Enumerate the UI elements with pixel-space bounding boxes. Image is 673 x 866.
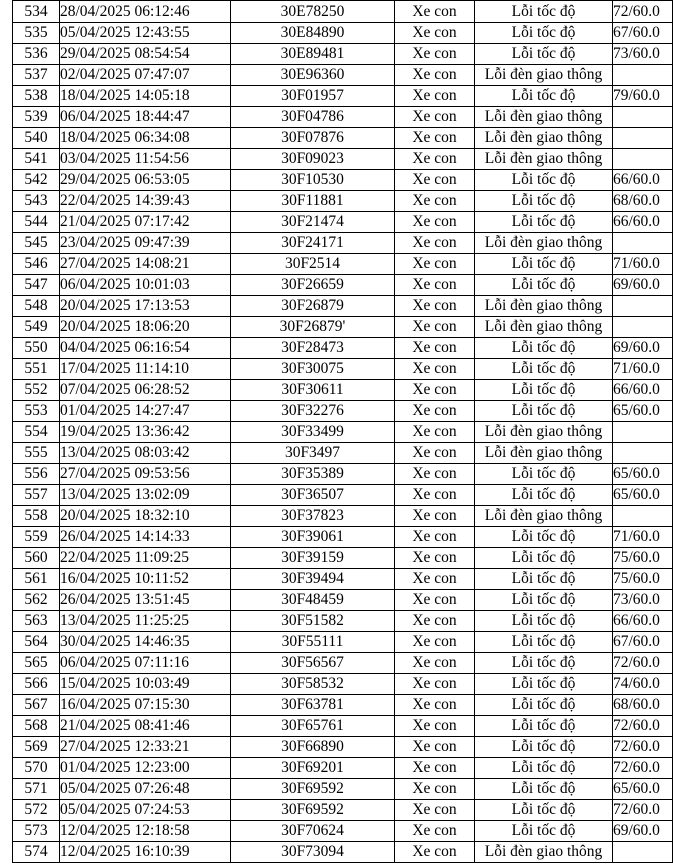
row-number-cell: 557	[13, 485, 60, 506]
vehicle-type-cell: Xe con	[395, 506, 475, 527]
row-number-cell: 550	[13, 338, 60, 359]
license-plate-cell: 30F56567	[231, 653, 395, 674]
row-number-cell: 567	[13, 695, 60, 716]
timestamp-cell: 03/04/2025 11:54:56	[60, 149, 231, 170]
speed-cell: 69/60.0	[613, 338, 673, 359]
speed-cell	[613, 107, 673, 128]
license-plate-cell: 30F65761	[231, 716, 395, 737]
table-row	[13, 275, 673, 296]
table-row	[13, 23, 673, 44]
violation-cell: Lỗi tốc độ	[475, 569, 613, 590]
vehicle-type-cell: Xe con	[395, 842, 475, 863]
timestamp-cell: 12/04/2025 16:10:39	[60, 842, 231, 863]
license-plate-cell: 30F26659	[231, 275, 395, 296]
violation-cell: Lỗi tốc độ	[475, 464, 613, 485]
violation-cell: Lỗi tốc độ	[475, 23, 613, 44]
vehicle-type-cell: Xe con	[395, 1, 475, 23]
violation-cell: Lỗi tốc độ	[475, 338, 613, 359]
license-plate-cell: 30F33499	[231, 422, 395, 443]
table-row	[13, 233, 673, 254]
row-number-cell: 565	[13, 653, 60, 674]
timestamp-cell: 17/04/2025 11:14:10	[60, 359, 231, 380]
license-plate-cell: 30F35389	[231, 464, 395, 485]
violation-cell: Lỗi tốc độ	[475, 1, 613, 23]
vehicle-type-cell: Xe con	[395, 86, 475, 107]
timestamp-cell: 05/04/2025 07:24:53	[60, 800, 231, 821]
table-row	[13, 632, 673, 653]
timestamp-cell: 29/04/2025 06:53:05	[60, 170, 231, 191]
timestamp-cell: 13/04/2025 13:02:09	[60, 485, 231, 506]
timestamp-cell: 26/04/2025 13:51:45	[60, 590, 231, 611]
violation-cell: Lỗi tốc độ	[475, 821, 613, 842]
violation-cell: Lỗi tốc độ	[475, 380, 613, 401]
timestamp-cell: 21/04/2025 07:17:42	[60, 212, 231, 233]
vehicle-type-cell: Xe con	[395, 485, 475, 506]
timestamp-cell: 29/04/2025 08:54:54	[60, 44, 231, 65]
vehicle-type-cell: Xe con	[395, 380, 475, 401]
table-row	[13, 611, 673, 632]
timestamp-cell: 30/04/2025 14:46:35	[60, 632, 231, 653]
table-row	[13, 443, 673, 464]
license-plate-cell: 30F01957	[231, 86, 395, 107]
table-row	[13, 149, 673, 170]
timestamp-cell: 13/04/2025 08:03:42	[60, 443, 231, 464]
row-number-cell: 564	[13, 632, 60, 653]
license-plate-cell: 30F39159	[231, 548, 395, 569]
license-plate-cell: 30E78250	[231, 1, 395, 23]
violation-cell: Lỗi đèn giao thông	[475, 842, 613, 863]
violation-cell: Lỗi tốc độ	[475, 275, 613, 296]
speed-cell: 68/60.0	[613, 191, 673, 212]
violation-cell: Lỗi tốc độ	[475, 485, 613, 506]
row-number-cell: 535	[13, 23, 60, 44]
violation-cell: Lỗi đèn giao thông	[475, 296, 613, 317]
row-number-cell: 558	[13, 506, 60, 527]
timestamp-cell: 23/04/2025 09:47:39	[60, 233, 231, 254]
row-number-cell: 556	[13, 464, 60, 485]
license-plate-cell: 30F30611	[231, 380, 395, 401]
speed-cell: 69/60.0	[613, 275, 673, 296]
table-row	[13, 590, 673, 611]
vehicle-type-cell: Xe con	[395, 758, 475, 779]
license-plate-cell: 30F28473	[231, 338, 395, 359]
speed-cell	[613, 842, 673, 863]
table-row	[13, 128, 673, 149]
license-plate-cell: 30E84890	[231, 23, 395, 44]
row-number-cell: 536	[13, 44, 60, 65]
violation-cell: Lỗi tốc độ	[475, 44, 613, 65]
speed-cell: 66/60.0	[613, 611, 673, 632]
speed-cell	[613, 128, 673, 149]
vehicle-type-cell: Xe con	[395, 716, 475, 737]
violation-cell: Lỗi tốc độ	[475, 527, 613, 548]
license-plate-cell: 30F36507	[231, 485, 395, 506]
violation-cell: Lỗi tốc độ	[475, 674, 613, 695]
timestamp-cell: 27/04/2025 12:33:21	[60, 737, 231, 758]
row-number-cell: 560	[13, 548, 60, 569]
table-row	[13, 380, 673, 401]
vehicle-type-cell: Xe con	[395, 23, 475, 44]
table-row	[13, 821, 673, 842]
license-plate-cell: 30F07876	[231, 128, 395, 149]
vehicle-type-cell: Xe con	[395, 548, 475, 569]
vehicle-type-cell: Xe con	[395, 65, 475, 86]
row-number-cell: 569	[13, 737, 60, 758]
violation-cell: Lỗi đèn giao thông	[475, 233, 613, 254]
vehicle-type-cell: Xe con	[395, 443, 475, 464]
table-row	[13, 44, 673, 65]
license-plate-cell: 30F69592	[231, 800, 395, 821]
vehicle-type-cell: Xe con	[395, 527, 475, 548]
timestamp-cell: 02/04/2025 07:47:07	[60, 65, 231, 86]
license-plate-cell: 30F04786	[231, 107, 395, 128]
vehicle-type-cell: Xe con	[395, 275, 475, 296]
vehicle-type-cell: Xe con	[395, 800, 475, 821]
speed-cell: 73/60.0	[613, 44, 673, 65]
violation-cell: Lỗi tốc độ	[475, 716, 613, 737]
speed-cell: 69/60.0	[613, 821, 673, 842]
license-plate-cell: 30F48459	[231, 590, 395, 611]
speed-cell: 79/60.0	[613, 86, 673, 107]
vehicle-type-cell: Xe con	[395, 44, 475, 65]
timestamp-cell: 22/04/2025 11:09:25	[60, 548, 231, 569]
row-number-cell: 573	[13, 821, 60, 842]
timestamp-cell: 05/04/2025 07:26:48	[60, 779, 231, 800]
timestamp-cell: 06/04/2025 10:01:03	[60, 275, 231, 296]
violation-cell: Lỗi tốc độ	[475, 590, 613, 611]
vehicle-type-cell: Xe con	[395, 401, 475, 422]
license-plate-cell: 30F09023	[231, 149, 395, 170]
speed-cell: 72/60.0	[613, 653, 673, 674]
table-row	[13, 506, 673, 527]
timestamp-cell: 22/04/2025 14:39:43	[60, 191, 231, 212]
license-plate-cell: 30E96360	[231, 65, 395, 86]
vehicle-type-cell: Xe con	[395, 737, 475, 758]
timestamp-cell: 16/04/2025 07:15:30	[60, 695, 231, 716]
speed-cell: 66/60.0	[613, 212, 673, 233]
speed-cell: 72/60.0	[613, 716, 673, 737]
row-number-cell: 568	[13, 716, 60, 737]
row-number-cell: 561	[13, 569, 60, 590]
vehicle-type-cell: Xe con	[395, 359, 475, 380]
timestamp-cell: 27/04/2025 09:53:56	[60, 464, 231, 485]
vehicle-type-cell: Xe con	[395, 317, 475, 338]
timestamp-cell: 18/04/2025 14:05:18	[60, 86, 231, 107]
speed-cell	[613, 65, 673, 86]
license-plate-cell: 30F3497	[231, 443, 395, 464]
violation-cell: Lỗi đèn giao thông	[475, 149, 613, 170]
violation-cell: Lỗi tốc độ	[475, 653, 613, 674]
table-row	[13, 191, 673, 212]
timestamp-cell: 12/04/2025 12:18:58	[60, 821, 231, 842]
timestamp-cell: 20/04/2025 18:32:10	[60, 506, 231, 527]
table-row	[13, 548, 673, 569]
violation-cell: Lỗi đèn giao thông	[475, 506, 613, 527]
vehicle-type-cell: Xe con	[395, 695, 475, 716]
violation-cell: Lỗi tốc độ	[475, 611, 613, 632]
license-plate-cell: 30E89481	[231, 44, 395, 65]
speed-cell: 73/60.0	[613, 590, 673, 611]
row-number-cell: 545	[13, 233, 60, 254]
vehicle-type-cell: Xe con	[395, 338, 475, 359]
row-number-cell: 538	[13, 86, 60, 107]
license-plate-cell: 30F32276	[231, 401, 395, 422]
speed-cell: 72/60.0	[613, 1, 673, 23]
vehicle-type-cell: Xe con	[395, 128, 475, 149]
speed-cell: 65/60.0	[613, 401, 673, 422]
violation-cell: Lỗi tốc độ	[475, 86, 613, 107]
violation-table-body	[13, 1, 673, 863]
timestamp-cell: 15/04/2025 10:03:49	[60, 674, 231, 695]
license-plate-cell: 30F73094	[231, 842, 395, 863]
violation-cell: Lỗi đèn giao thông	[475, 443, 613, 464]
row-number-cell: 551	[13, 359, 60, 380]
table-row	[13, 674, 673, 695]
speed-cell	[613, 233, 673, 254]
violation-cell: Lỗi tốc độ	[475, 548, 613, 569]
table-row	[13, 65, 673, 86]
row-number-cell: 542	[13, 170, 60, 191]
table-row	[13, 527, 673, 548]
speed-cell: 71/60.0	[613, 254, 673, 275]
table-row	[13, 695, 673, 716]
row-number-cell: 552	[13, 380, 60, 401]
row-number-cell: 546	[13, 254, 60, 275]
table-row	[13, 86, 673, 107]
violation-table-container	[12, 0, 660, 863]
license-plate-cell: 30F26879	[231, 296, 395, 317]
violation-table	[12, 0, 673, 863]
row-number-cell: 571	[13, 779, 60, 800]
vehicle-type-cell: Xe con	[395, 611, 475, 632]
violation-cell: Lỗi tốc độ	[475, 212, 613, 233]
table-row	[13, 842, 673, 863]
table-row	[13, 737, 673, 758]
vehicle-type-cell: Xe con	[395, 422, 475, 443]
timestamp-cell: 20/04/2025 17:13:53	[60, 296, 231, 317]
row-number-cell: 543	[13, 191, 60, 212]
table-row	[13, 800, 673, 821]
license-plate-cell: 30F58532	[231, 674, 395, 695]
table-row	[13, 170, 673, 191]
license-plate-cell: 30F30075	[231, 359, 395, 380]
violation-cell: Lỗi tốc độ	[475, 779, 613, 800]
license-plate-cell: 30F24171	[231, 233, 395, 254]
row-number-cell: 559	[13, 527, 60, 548]
row-number-cell: 570	[13, 758, 60, 779]
vehicle-type-cell: Xe con	[395, 590, 475, 611]
speed-cell: 66/60.0	[613, 380, 673, 401]
license-plate-cell: 30F37823	[231, 506, 395, 527]
timestamp-cell: 01/04/2025 14:27:47	[60, 401, 231, 422]
row-number-cell: 574	[13, 842, 60, 863]
timestamp-cell: 07/04/2025 06:28:52	[60, 380, 231, 401]
vehicle-type-cell: Xe con	[395, 233, 475, 254]
license-plate-cell: 30F2514	[231, 254, 395, 275]
violation-cell: Lỗi đèn giao thông	[475, 317, 613, 338]
table-row	[13, 758, 673, 779]
license-plate-cell: 30F39494	[231, 569, 395, 590]
license-plate-cell: 30F66890	[231, 737, 395, 758]
vehicle-type-cell: Xe con	[395, 191, 475, 212]
violation-cell: Lỗi tốc độ	[475, 695, 613, 716]
row-number-cell: 544	[13, 212, 60, 233]
timestamp-cell: 19/04/2025 13:36:42	[60, 422, 231, 443]
timestamp-cell: 06/04/2025 07:11:16	[60, 653, 231, 674]
speed-cell	[613, 317, 673, 338]
table-row	[13, 212, 673, 233]
violation-cell: Lỗi tốc độ	[475, 632, 613, 653]
vehicle-type-cell: Xe con	[395, 170, 475, 191]
speed-cell: 67/60.0	[613, 23, 673, 44]
speed-cell: 65/60.0	[613, 485, 673, 506]
timestamp-cell: 20/04/2025 18:06:20	[60, 317, 231, 338]
row-number-cell: 548	[13, 296, 60, 317]
violation-cell: Lỗi tốc độ	[475, 191, 613, 212]
violation-cell: Lỗi tốc độ	[475, 254, 613, 275]
row-number-cell: 555	[13, 443, 60, 464]
table-row	[13, 107, 673, 128]
timestamp-cell: 01/04/2025 12:23:00	[60, 758, 231, 779]
license-plate-cell: 30F69201	[231, 758, 395, 779]
row-number-cell: 562	[13, 590, 60, 611]
violation-cell: Lỗi đèn giao thông	[475, 65, 613, 86]
vehicle-type-cell: Xe con	[395, 674, 475, 695]
table-row	[13, 779, 673, 800]
table-row	[13, 338, 673, 359]
speed-cell	[613, 296, 673, 317]
row-number-cell: 539	[13, 107, 60, 128]
license-plate-cell: 30F70624	[231, 821, 395, 842]
license-plate-cell: 30F51582	[231, 611, 395, 632]
violation-cell: Lỗi tốc độ	[475, 170, 613, 191]
license-plate-cell: 30F39061	[231, 527, 395, 548]
speed-cell	[613, 443, 673, 464]
vehicle-type-cell: Xe con	[395, 149, 475, 170]
row-number-cell: 549	[13, 317, 60, 338]
timestamp-cell: 06/04/2025 18:44:47	[60, 107, 231, 128]
table-row	[13, 401, 673, 422]
violation-cell: Lỗi đèn giao thông	[475, 422, 613, 443]
vehicle-type-cell: Xe con	[395, 632, 475, 653]
row-number-cell: 547	[13, 275, 60, 296]
license-plate-cell: 30F10530	[231, 170, 395, 191]
speed-cell: 75/60.0	[613, 569, 673, 590]
table-row	[13, 716, 673, 737]
speed-cell	[613, 506, 673, 527]
speed-cell: 66/60.0	[613, 170, 673, 191]
vehicle-type-cell: Xe con	[395, 254, 475, 275]
speed-cell: 71/60.0	[613, 359, 673, 380]
speed-cell: 71/60.0	[613, 527, 673, 548]
violation-cell: Lỗi tốc độ	[475, 737, 613, 758]
speed-cell: 72/60.0	[613, 800, 673, 821]
license-plate-cell: 30F69592	[231, 779, 395, 800]
vehicle-type-cell: Xe con	[395, 779, 475, 800]
license-plate-cell: 30F63781	[231, 695, 395, 716]
timestamp-cell: 18/04/2025 06:34:08	[60, 128, 231, 149]
row-number-cell: 553	[13, 401, 60, 422]
violation-cell: Lỗi tốc độ	[475, 758, 613, 779]
table-row	[13, 359, 673, 380]
violation-cell: Lỗi tốc độ	[475, 401, 613, 422]
row-number-cell: 541	[13, 149, 60, 170]
violation-cell: Lỗi tốc độ	[475, 800, 613, 821]
row-number-cell: 540	[13, 128, 60, 149]
violation-cell: Lỗi đèn giao thông	[475, 128, 613, 149]
row-number-cell: 563	[13, 611, 60, 632]
license-plate-cell: 30F26879'	[231, 317, 395, 338]
row-number-cell: 554	[13, 422, 60, 443]
vehicle-type-cell: Xe con	[395, 653, 475, 674]
row-number-cell: 572	[13, 800, 60, 821]
row-number-cell: 537	[13, 65, 60, 86]
vehicle-type-cell: Xe con	[395, 296, 475, 317]
license-plate-cell: 30F11881	[231, 191, 395, 212]
license-plate-cell: 30F21474	[231, 212, 395, 233]
row-number-cell: 534	[13, 1, 60, 23]
vehicle-type-cell: Xe con	[395, 821, 475, 842]
table-row	[13, 1, 673, 23]
speed-cell: 67/60.0	[613, 632, 673, 653]
table-row	[13, 296, 673, 317]
table-row	[13, 653, 673, 674]
speed-cell	[613, 149, 673, 170]
vehicle-type-cell: Xe con	[395, 212, 475, 233]
vehicle-type-cell: Xe con	[395, 464, 475, 485]
table-row	[13, 464, 673, 485]
timestamp-cell: 21/04/2025 08:41:46	[60, 716, 231, 737]
timestamp-cell: 27/04/2025 14:08:21	[60, 254, 231, 275]
timestamp-cell: 16/04/2025 10:11:52	[60, 569, 231, 590]
speed-cell: 72/60.0	[613, 737, 673, 758]
row-number-cell: 566	[13, 674, 60, 695]
timestamp-cell: 04/04/2025 06:16:54	[60, 338, 231, 359]
speed-cell: 72/60.0	[613, 758, 673, 779]
speed-cell: 68/60.0	[613, 695, 673, 716]
timestamp-cell: 13/04/2025 11:25:25	[60, 611, 231, 632]
speed-cell: 75/60.0	[613, 548, 673, 569]
license-plate-cell: 30F55111	[231, 632, 395, 653]
speed-cell: 65/60.0	[613, 464, 673, 485]
vehicle-type-cell: Xe con	[395, 569, 475, 590]
timestamp-cell: 26/04/2025 14:14:33	[60, 527, 231, 548]
table-row	[13, 569, 673, 590]
vehicle-type-cell: Xe con	[395, 107, 475, 128]
table-row	[13, 422, 673, 443]
violation-cell: Lỗi tốc độ	[475, 359, 613, 380]
timestamp-cell: 05/04/2025 12:43:55	[60, 23, 231, 44]
timestamp-cell: 28/04/2025 06:12:46	[60, 1, 231, 23]
speed-cell: 65/60.0	[613, 779, 673, 800]
table-row	[13, 254, 673, 275]
table-row	[13, 317, 673, 338]
violation-cell: Lỗi đèn giao thông	[475, 107, 613, 128]
speed-cell	[613, 422, 673, 443]
table-row	[13, 485, 673, 506]
speed-cell: 74/60.0	[613, 674, 673, 695]
